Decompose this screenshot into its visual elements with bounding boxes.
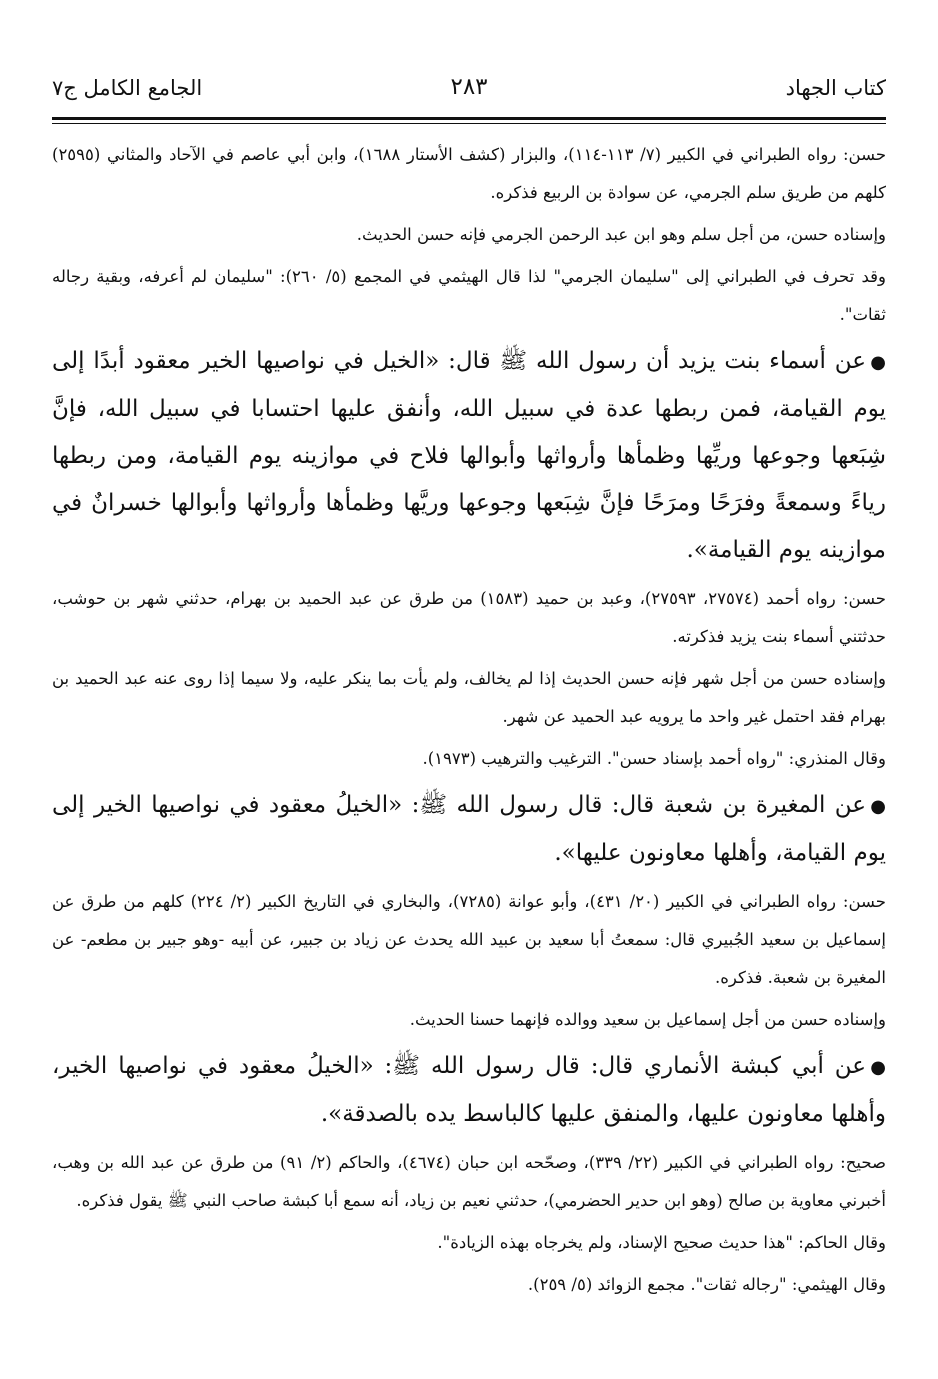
hadith-text xyxy=(52,1043,886,1138)
bullet-icon: ● xyxy=(870,796,886,817)
header-rule-thin xyxy=(52,123,886,124)
takhrij-note: حسن: رواه الطبراني في الكبير (٧/ ١١٣-١١٤)، والبزار (كشف الأستار ١٦٨٨)، وابن أبي عاصم في الآحاد والمثاني (٢٥٩٥) كلهم من طريق سلم الجرمي، عن سوادة بن الربيع فذكره. xyxy=(52,145,887,202)
takhrij-note: حسن: رواه الطبراني في الكبير (٢٠/ ٤٣١)، وأبو عوانة (٧٢٨٥)، والبخاري في التاريخ الكبير (٢/ ٢٢٤) كلهم من طرق عن إسماعيل بن سعيد الجُبيري قال: سمعتُ أبا سعيد بن عبيد الله يحدث عن زياد بن جبير، عن أبيه -وهو جبير بن مطعم- عن المغيرة بن شعبة. فذكره. xyxy=(52,892,886,987)
running-header xyxy=(52,66,886,116)
isnad-note: وإسناده حسن من أجل شهر فإنه حسن الحديث إذا لم يخالف، ولم يأت بما ينكر عليه، ولا سيما إذا روى عنه عبد الحميد بن بهرام فقد احتمل غير واحد ما يرويه عبد الحميد عن شهر. xyxy=(52,669,886,726)
hadith-text xyxy=(52,782,886,877)
hadith-body: عن المغيرة بن شعبة قال: قال رسول الله ﷺ: «الخيلُ معقود في نواصيها الخير إلى يوم القيامة، وأهلها معاونون عليها». xyxy=(52,792,886,866)
isnad-note: وإسناده حسن، من أجل سلم وهو ابن عبد الرحمن الجرمي فإنه حسن الحديث. xyxy=(356,225,886,244)
page-body xyxy=(52,136,886,1308)
hadith-body: عن أسماء بنت يزيد أن رسول الله ﷺ قال: «الخيل في نواصيها الخير معقود أبدًا إلى يوم القيامة، فمن ربطها عدة في سبيل الله، وأنفق عليها احتسابا في سبيل الله، فإنَّ شِبَعها وجوعها وريِّها وظمأها وأرواثها وأبوالها فلاح في موازينه يوم القيامة، ومن ربطها رياءً وسمعةً وفرَحًا ومرَحًا فإنَّ شِبَعها وجوعها وريَّها وظمأها وأرواثها وأبوالها خسرانٌ في موازينه يوم القيامة». xyxy=(52,348,886,563)
hadith-text xyxy=(52,338,886,574)
commentary-note: وقال الهيثمي: "رجاله ثقات". مجمع الزوائد (٥/ ٢٥٩). xyxy=(527,1275,886,1294)
header-rule-thick xyxy=(52,117,886,120)
commentary-note: وقال المنذري: "رواه أحمد بإسناد حسن". الترغيب والترهيب (١٩٧٣). xyxy=(422,749,886,768)
isnad-note: وإسناده حسن من أجل إسماعيل بن سعيد ووالده فإنهما حسنا الحديث. xyxy=(409,1010,886,1029)
takhrij-note: صحيح: رواه الطبراني في الكبير (٢٢/ ٣٣٩)، وصحّحه ابن حبان (٤٦٧٤)، والحاكم (٢/ ٩١) من طرق عن عبد الله بن وهب، أخبرني معاوية بن صالح (وهو ابن حدير الحضرمي)، حدثني نعيم بن زياد، أنه سمع أبا كبشة صاحب النبي ﷺ يقول فذكره. xyxy=(52,1153,887,1210)
bullet-icon: ● xyxy=(870,352,886,373)
bullet-icon: ● xyxy=(870,1057,886,1078)
book-title: الجامع الكامل ج٧ xyxy=(52,76,203,100)
chapter-title: كتاب الجهاد xyxy=(785,76,886,100)
commentary-note: وقد تحرف في الطبراني إلى "سليمان الجرمي" لذا قال الهيثمي في المجمع (٥/ ٢٦٠): "سليمان لم أعرفه، وبقية رجاله ثقات". xyxy=(52,267,886,324)
page-number: ٢٨٣ xyxy=(450,74,488,100)
takhrij-note: حسن: رواه أحمد (٢٧٥٧٤، ٢٧٥٩٣)، وعبد بن حميد (١٥٨٣) من طرق عن عبد الحميد بن بهرام، حدثني شهر بن حوشب، حدثتني أسماء بنت يزيد فذكرته. xyxy=(52,589,886,646)
commentary-note: وقال الحاكم: "هذا حديث صحيح الإسناد، ولم يخرجاه بهذه الزيادة". xyxy=(437,1233,886,1252)
hadith-body: عن أبي كبشة الأنماري قال: قال رسول الله ﷺ: «الخيلُ معقود في نواصيها الخير، وأهلها معاونون عليها، والمنفق عليها كالباسط يده بالصدقة». xyxy=(52,1053,886,1127)
